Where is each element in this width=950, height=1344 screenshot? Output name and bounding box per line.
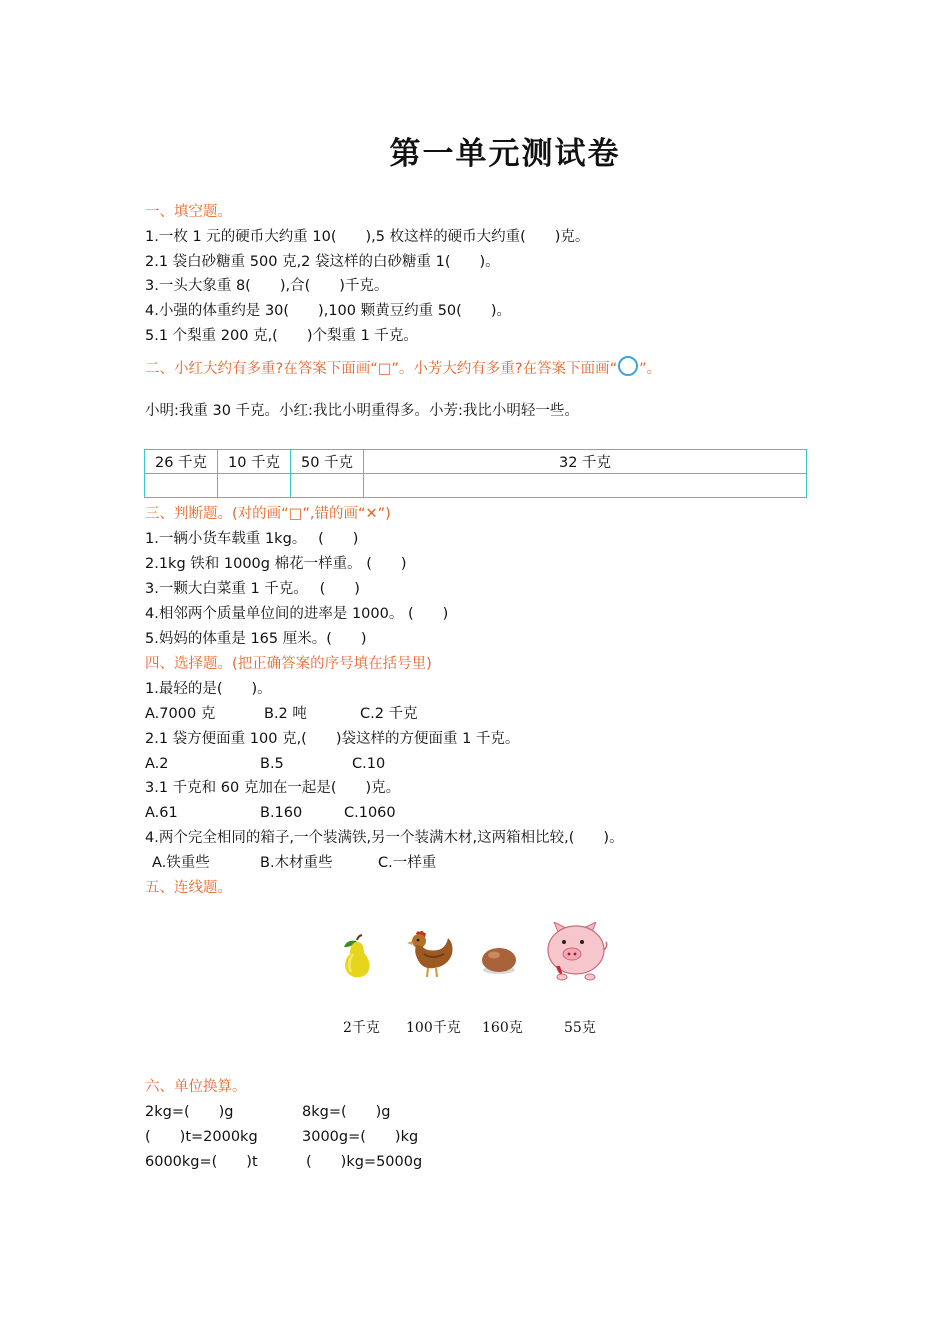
judge-item: 3.一颗大白菜重 1 千克。 ( ) xyxy=(145,581,360,597)
section-2-heading-text: 二、小红大约有多重?在答案下面画“□”。小芳大约有多重?在答案下面画“ xyxy=(145,361,618,377)
fill-blank-item: 4.小强的体重约是 30( ),100 颗黄豆约重 50( )。 xyxy=(145,303,511,319)
hen-icon[interactable] xyxy=(402,928,456,980)
choice-option: C.一样重 xyxy=(378,855,437,871)
matching-pictures xyxy=(0,920,950,990)
fill-blank-item: 5.1 个梨重 200 克,( )个梨重 1 千克。 xyxy=(145,328,418,344)
circle-icon xyxy=(618,356,638,376)
section-4-heading: 四、选择题。(把正确答案的序号填在括号里) xyxy=(145,656,432,672)
answer-cell[interactable] xyxy=(364,474,807,498)
answer-cell[interactable] xyxy=(218,474,291,498)
conversion-item: ( )kg=5000g xyxy=(306,1154,423,1170)
choice-option: A.2 xyxy=(145,756,169,772)
choice-option: A.7000 克 xyxy=(145,706,216,722)
egg-icon[interactable] xyxy=(480,944,518,976)
weight-label[interactable]: 55克 xyxy=(564,1020,596,1036)
choice-option: A.铁重些 xyxy=(152,855,210,871)
conversion-item: 6000kg=( )t xyxy=(145,1154,258,1170)
table-header-cell: 26 千克 xyxy=(145,450,218,474)
judge-item: 2.1kg 铁和 1000g 棉花一样重。 ( ) xyxy=(145,556,407,572)
section-2-heading-end: ”。 xyxy=(639,361,662,377)
judge-item: 4.相邻两个质量单位间的进率是 1000。 ( ) xyxy=(145,606,449,622)
fill-blank-item: 3.一头大象重 8( ),合( )千克。 xyxy=(145,278,389,294)
choice-question: 1.最轻的是( )。 xyxy=(145,681,272,697)
weight-label[interactable]: 160克 xyxy=(482,1020,523,1036)
answer-cell[interactable] xyxy=(145,474,218,498)
conversion-item: ( )t=2000kg xyxy=(145,1129,258,1145)
table-header-cell: 50 千克 xyxy=(291,450,364,474)
weight-statement: 小明:我重 30 千克。小红:我比小明重得多。小芳:我比小明轻一些。 xyxy=(145,403,579,419)
weight-label[interactable]: 2千克 xyxy=(343,1020,380,1036)
choice-option: C.10 xyxy=(352,756,386,772)
judge-item: 5.妈妈的体重是 165 厘米。( ) xyxy=(145,631,367,647)
conversion-item: 2kg=( )g xyxy=(145,1104,234,1120)
choice-option: B.木材重些 xyxy=(260,855,333,871)
choice-option: B.5 xyxy=(260,756,284,772)
section-3-heading: 三、判断题。(对的画“□”,错的画“✕”) xyxy=(145,506,391,522)
judge-item: 1.一辆小货车载重 1kg。 ( ) xyxy=(145,531,359,547)
choice-option: B.2 吨 xyxy=(264,706,307,722)
choice-option: B.160 xyxy=(260,805,303,821)
fill-blank-item: 1.一枚 1 元的硬币大约重 10( ),5 枚这样的硬币大约重( )克。 xyxy=(145,229,590,245)
answer-cell[interactable] xyxy=(291,474,364,498)
choice-question: 4.两个完全相同的箱子,一个装满铁,另一个装满木材,这两箱相比较,( )。 xyxy=(145,830,624,846)
table-answer-row xyxy=(145,474,807,498)
pig-icon[interactable] xyxy=(544,922,608,982)
choice-option: A.61 xyxy=(145,805,178,821)
choice-option: C.2 千克 xyxy=(360,706,418,722)
section-2-heading xyxy=(145,356,661,382)
table-header-row xyxy=(145,450,807,474)
conversion-item: 3000g=( )kg xyxy=(302,1129,419,1145)
choice-question: 2.1 袋方便面重 100 克,( )袋这样的方便面重 1 千克。 xyxy=(145,731,520,747)
section-5-heading: 五、连线题。 xyxy=(145,880,232,896)
answer-table xyxy=(144,449,807,498)
section-6-heading: 六、单位换算。 xyxy=(145,1079,247,1095)
fill-blank-item: 2.1 袋白砂糖重 500 克,2 袋这样的白砂糖重 1( )。 xyxy=(145,254,500,270)
table-header-cell: 32 千克 xyxy=(364,450,807,474)
pear-icon[interactable] xyxy=(338,934,376,980)
choice-option: C.1060 xyxy=(344,805,396,821)
table-header-cell: 10 千克 xyxy=(218,450,291,474)
weight-label[interactable]: 100千克 xyxy=(406,1020,461,1036)
page-title: 第一单元测试卷 xyxy=(389,136,621,172)
conversion-item: 8kg=( )g xyxy=(302,1104,391,1120)
choice-question: 3.1 千克和 60 克加在一起是( )克。 xyxy=(145,780,401,796)
section-1-heading: 一、填空题。 xyxy=(145,204,232,220)
